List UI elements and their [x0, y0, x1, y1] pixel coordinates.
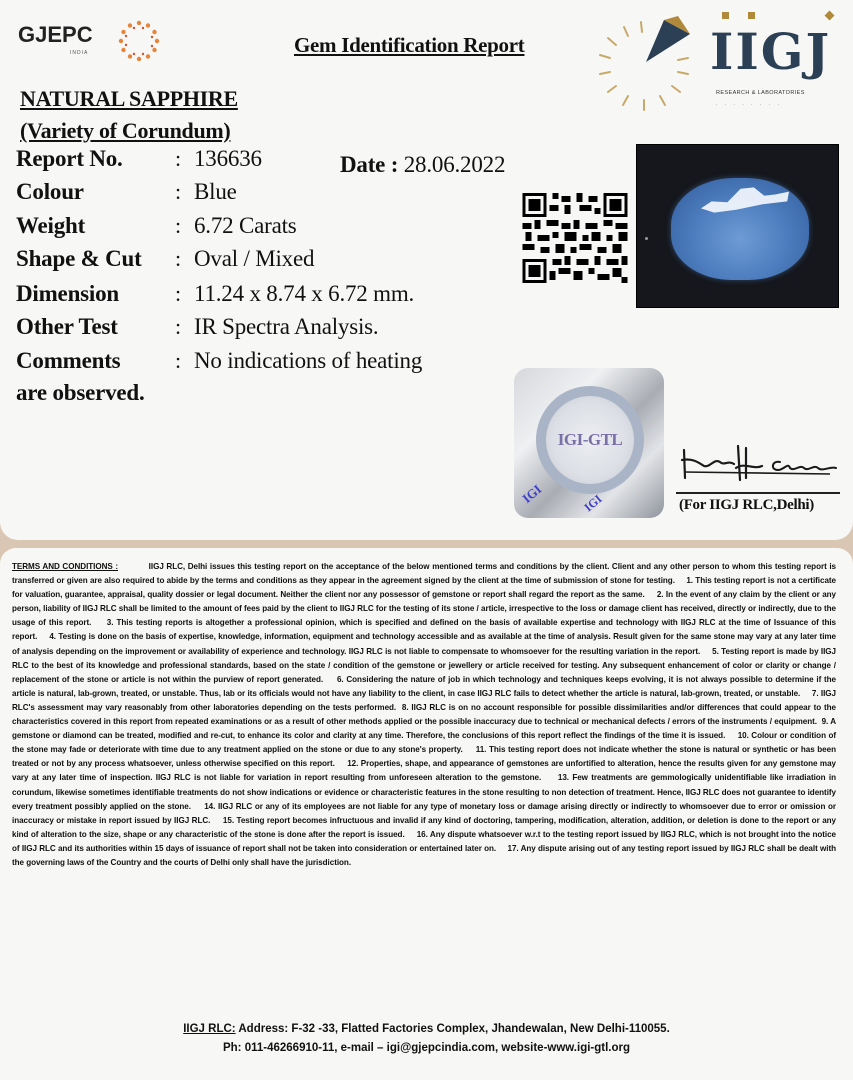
terms-item: 15. Testing report becomes infructuous and invalid if any kind of doctoring, tampering, modification, alteration, addition, or deletion is done to the report or any kind of alteration to the size, shape or any characteristic of the stone is done after the report is issued.	[12, 815, 836, 839]
gem-highlight	[701, 186, 789, 214]
field-value: Blue	[194, 179, 237, 204]
field-colon: :	[175, 281, 182, 306]
field-label: Comments	[16, 348, 121, 373]
hologram-mark: IGI	[581, 491, 605, 515]
org-name: IIGJ RLC:	[183, 1023, 236, 1035]
report-date	[340, 152, 505, 178]
logo-gold-square	[748, 12, 755, 19]
terms-item: 2. In the event of any claim by the client or any person, liability of IIGJ RLC shall be limited to the amount of fees paid by the client to IIGJ RLC for the testing of its stone / article, irrespective to the loss or damage client has received, directly or indirectly, due to the usage of this report.	[12, 590, 836, 628]
terms-item: 16. Any dispute whatsoever w.r.t to the testing report issued by IIGJ RLC, which is not brought into the notice of IIGJ RLC and its authorities within 15 days of issuance of report shall not be taken into consideration or entertained later on.	[12, 829, 836, 853]
hologram-text: IGI-GTL	[557, 430, 623, 449]
iigj-logo-tagline: . . . . . . . .	[716, 101, 782, 107]
lab-address-footer	[0, 1020, 853, 1058]
field-colon: :	[175, 348, 182, 373]
iigj-starburst-icon	[598, 12, 690, 112]
field-label: Other Test	[16, 314, 118, 339]
address-text: Address: F-32 -33, Flatted Factories Complex, Jhandewalan, New Delhi-110055.	[235, 1023, 670, 1035]
logo-gold-diamond	[825, 11, 835, 21]
iigj-logo-subtitle: RESEARCH & LABORATORIES	[716, 90, 805, 96]
terms-item: 9. A gemstone or diamond can be treated, modified and re-cut, to enhance its color and clarity at any time. Therefore, the conclusions of this report reflect the findings of the time it is issued.	[12, 717, 837, 741]
gjepc-sunburst-icon	[116, 18, 162, 64]
photo-speck	[645, 237, 648, 240]
field-colon: :	[175, 146, 182, 171]
gjepc-logo	[18, 22, 93, 56]
field-value: Oval / Mixed	[194, 246, 315, 271]
qr-code-icon[interactable]	[522, 193, 628, 283]
field-value: 136636	[194, 146, 262, 171]
field-value: IR Spectra Analysis.	[194, 314, 379, 339]
comment-continuation: are observed.	[16, 380, 145, 405]
field-colon: :	[175, 179, 182, 204]
field-colon: :	[175, 246, 182, 271]
terms-item: 6. Considering the nature of job in which technology and techniques keeps evolving, it is not always possible to determine if the article is natural, lab-grown, treated, or unstable. Thus, lab or its officials would not have any liability to the client, in case IIGJ RLC fails to detect whether the article is natural, lab-grown, treated, or unstable.	[12, 674, 836, 698]
stone-name: NATURAL SAPPHIRE	[20, 86, 238, 111]
field-colon: :	[175, 314, 182, 339]
signature-icon	[680, 438, 840, 486]
field-label: Report No.	[16, 146, 123, 171]
date-label: Date :	[340, 152, 399, 177]
terms-item: 17. Any dispute arising out of any testing report issued by IIGJ RLC shall be dealt with the governing laws of the Country and the courts of Delhi only shall have the jurisdiction.	[12, 843, 836, 867]
iigj-logo-text: IIGJ	[710, 22, 832, 81]
field-label: Weight	[16, 213, 86, 238]
terms-item: 12. Properties, shape, and appearance of gemstones are unfortified to alteration, hence the results given for any gemstone may vary at any later time of inspection. IIGJ RLC is not liable for variation in report resulting from unforeseen alteration to the gemstone.	[12, 759, 836, 783]
terms-item: 14. IIGJ RLC or any of its employees are not liable for any type of monetary loss or damage arising directly or indirectly to whomsoever due to error or omission or inaccuracy or mistake in report issued by IIGJ RLC.	[12, 801, 836, 825]
logo-gold-square	[722, 12, 729, 19]
gjepc-logo-subtext: INDIA	[70, 50, 89, 56]
hologram-mark: IGI	[519, 481, 545, 506]
report-back-card	[0, 548, 853, 1080]
field-value: 6.72 Carats	[194, 213, 297, 238]
field-value: No indications of heating	[194, 348, 423, 373]
field-value: 11.24 x 8.74 x 6.72 mm.	[194, 281, 415, 306]
hologram-seal	[536, 386, 644, 494]
stone-variety: (Variety of Corundum)	[20, 118, 231, 143]
terms-item: 1. This testing report is not a certificate for valuation, guarantee, appraisal, quality dossier or legal document. Neither the client nor any possessor of gemstone or report shall regard the report as the same.	[12, 576, 836, 600]
address-line	[0, 1020, 853, 1039]
security-hologram	[514, 368, 664, 518]
contact-line: Ph: 011-46266910-11, e-mail – igi@gjepcindia.com, website-www.igi-gtl.org	[222, 1042, 631, 1054]
signatory-label: (For IIGJ RLC,Delhi)	[679, 497, 814, 513]
iigj-logo	[598, 6, 848, 116]
gjepc-logo-text: GJEPC	[18, 22, 93, 47]
terms-and-conditions	[12, 560, 836, 870]
terms-item: 8. IIGJ RLC is on no account responsible for possible dissimilarities and/or differences that could appear to the characteristics covered in this report from repeated examinations or as a result of other methods applied or the possible inaccuracy due to technical or mechanical defects / errors of the instruments / equipment.	[12, 702, 836, 727]
terms-heading: TERMS AND CONDITIONS :	[12, 562, 119, 571]
gemstone-photo	[636, 144, 839, 308]
terms-item: 5. Testing report is made by IIGJ RLC to the best of its knowledge and professional standards, based on the state / condition of the gemstone or jewellery or article received for testing. Any subsequent enhancement of color or clarity or change / replacement of the stone or article is not within the purview of report generated.	[12, 646, 836, 684]
terms-item: 3. This testing reports is altogether a professional opinion, which is specified and defined on the basis of available expertise and technology with IIGJ RLC at the time of Issuance of this report.	[12, 618, 837, 642]
terms-item: 10. Colour or condition of the stone may fade or deteriorate with time due to any treatment applied on the stone or due to any stone's property.	[12, 731, 836, 755]
signature-line	[676, 492, 840, 494]
terms-item: 11. This testing report does not indicate whether the stone is natural or synthetic or has been treated or not by any process whatsoever, unless otherwise specified on this report.	[12, 745, 836, 769]
field-label: Dimension	[16, 281, 119, 306]
field-label: Colour	[16, 179, 84, 204]
field-colon: :	[175, 213, 182, 238]
field-label: Shape & Cut	[16, 246, 142, 271]
terms-intro: IIGJ RLC, Delhi issues this testing report on the acceptance of the below mentioned terms and conditions by the client. Client and any other person to whom this testing report is transferred or given are also required to abide by the terms and conditions as they appear in the agreement signed by the client at the time of submission of stone for testing.	[12, 562, 837, 586]
terms-item: 4. Testing is done on the basis of expertise, knowledge, information, equipment and technology accessible and as available at the time of analysis. Result given for the same stone may vary at any later time of analysis depending on the improvement or availability of experience and technology. IIGJ RLC is not liable to compensate to whomsoever for the resulting variation in the report.	[12, 632, 836, 656]
report-title: Gem Identification Report	[294, 33, 525, 57]
terms-item: 13. Few treatments are gemmologically unidentifiable like irradiation in corundum, likewise sometimes identifiable treatments do not show indications or evidence or characteristic features in the stone resulting to non detection of treatment. Hence, IIGJ RLC does not guarantee to identify every treatment possibly applied on the stone.	[12, 773, 837, 811]
date-value: 28.06.2022	[403, 152, 506, 177]
terms-item: 7. IIGJ RLC's assessment may vary reasonably from other laboratories depending on the tests performed.	[12, 688, 836, 712]
sapphire-gem-image	[671, 178, 809, 280]
